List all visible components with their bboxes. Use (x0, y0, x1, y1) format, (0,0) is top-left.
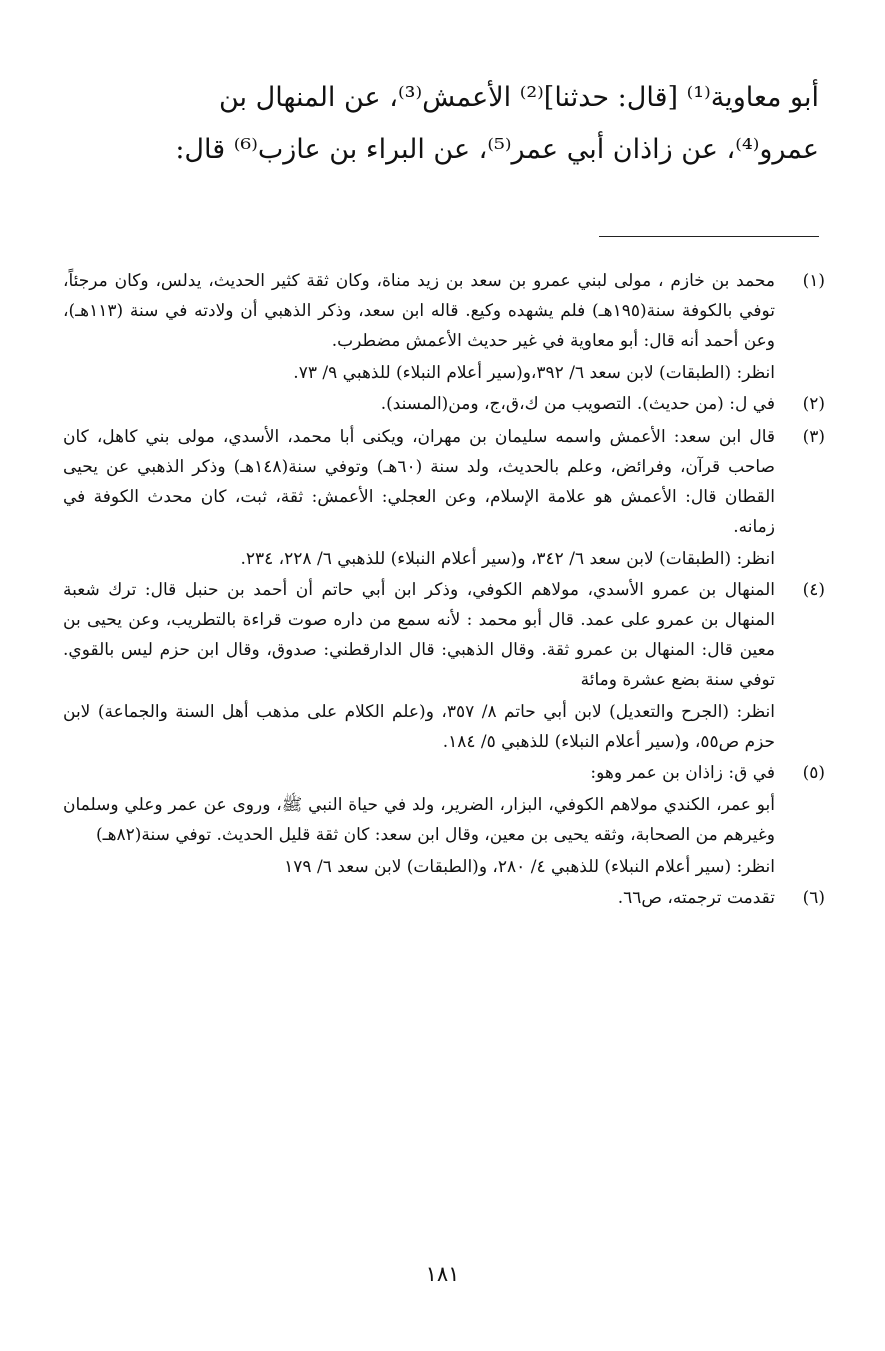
footnote-number: (٤) (802, 580, 825, 600)
footnote-text: قال ابن سعد: الأعمش واسمه سليمان بن مهران، ويكنى أبا محمد، الأسدي، مولى بني كاهل، كان صاحب قرآن، وفرائض، وعلم بالحديث، ولد سنة (٦٠هـ) وتوفي سنة(١٤٨هـ) وذكر الذهبي عن يحيى القطان قال: الأعمش هو علامة الإسلام، وعن العجلي: الأعمش: ثقة، ثبت، كان محدث الكوفة في زمانه. (63, 427, 775, 537)
footnote-number: (٣) (802, 427, 825, 447)
footnote-reference: انظر: (الجرح والتعديل) لابن أبي حاتم ٨/ ٣٥٧، و(علم الكلام على مذهب أهل السنة والجماعة) لابن حزم ص٥٥، و(سير أعلام النبلاء) للذهبي ٥/ ١٨٤. (63, 702, 775, 752)
footnote-text: أبو عمر، الكندي مولاهم الكوفي، البزار، الضرير، ولد في حياة النبي ﷺ، وروى عن عمر وعلي وسلمان وغيرهم من الصحابة، وثقه يحيى بن معين، وقال ابن سعد: كان ثقة قليل الحديث. توفي سنة(٨٢هـ) (63, 795, 775, 845)
footnote-5 (63, 758, 825, 882)
footnote-number: (٥) (802, 763, 825, 783)
footnote-text: في ق: زاذان بن عمر وهو: (590, 763, 775, 783)
footnote-2 (63, 389, 825, 421)
page-number: ١٨١ (425, 1262, 460, 1286)
main-text-line: أبو معاوية⁽¹⁾ [قال: حدثنا]⁽²⁾ الأعمش⁽³⁾، عن المنهال بن (219, 82, 819, 113)
footnote-text: تقدمت ترجمته، ص٦٦. (617, 888, 775, 908)
footnote-reference: انظر: (الطبقات) لابن سعد ٦/ ٣٩٢،و(سير أعلام النبلاء) للذهبي ٩/ ٧٣. (293, 363, 775, 383)
footnote-number: (١) (802, 271, 825, 291)
footnote-number: (٢) (802, 394, 825, 414)
footnote-body (63, 575, 775, 757)
footnote-text: في ل: (من حديث). التصويب من ك،ق،ج، ومن(المسند). (380, 394, 775, 414)
footnotes-section (63, 266, 825, 916)
footnote-4 (63, 575, 825, 757)
footnote-body (63, 422, 775, 574)
footnote-body (63, 389, 775, 421)
footnote-number: (٦) (802, 888, 825, 908)
footnote-reference: انظر: (الطبقات) لابن سعد ٦/ ٣٤٢، و(سير أعلام النبلاء) للذهبي ٦/ ٢٢٨، ٢٣٤. (240, 549, 775, 569)
main-text-line: عمرو⁽⁴⁾، عن زاذان أبي عمر⁽⁵⁾، عن البراء بن عازب⁽⁶⁾ قال: (175, 134, 819, 165)
footnote-3 (63, 422, 825, 574)
footnote-1 (63, 266, 825, 388)
footnote-body (63, 758, 775, 882)
main-text-block (67, 72, 819, 176)
footnote-text: المنهال بن عمرو الأسدي، مولاهم الكوفي، وذكر ابن أبي حاتم أن أحمد بن حنبل قال: ترك شعبة المنهال بن عمرو على عمد. قال أبو محمد : لأنه سمع من داره صوت قراءة بالتطريب، وعن يحيى بن معين قال: المنهال بن عمرو ثقة. وقال الذهبي: قال الدارقطني: صدوق، وقال ابن حزم ليس بالقوي. توفي سنة بضع عشرة ومائة (63, 580, 775, 690)
footnote-body (63, 266, 775, 388)
footnote-reference: انظر: (سير أعلام النبلاء) للذهبي ٤/ ٢٨٠، و(الطبقات) لابن سعد ٦/ ١٧٩ (284, 857, 775, 877)
footnote-6 (63, 883, 825, 915)
footnote-divider (599, 236, 819, 237)
footnote-body (63, 883, 775, 915)
footnote-text: محمد بن خازم ، مولى لبني عمرو بن سعد بن زيد مناة، وكان ثقة كثير الحديث، يدلس، وكان مرجئاً، توفي بالكوفة سنة(١٩٥هـ) فلم يشهده وكيع. قاله ابن سعد، وذكر الذهبي أن ولادته في سنة (١١٣هـ)، وعن أحمد أنه قال: أبو معاوية في غير حديث الأعمش مضطرب. (63, 271, 775, 351)
